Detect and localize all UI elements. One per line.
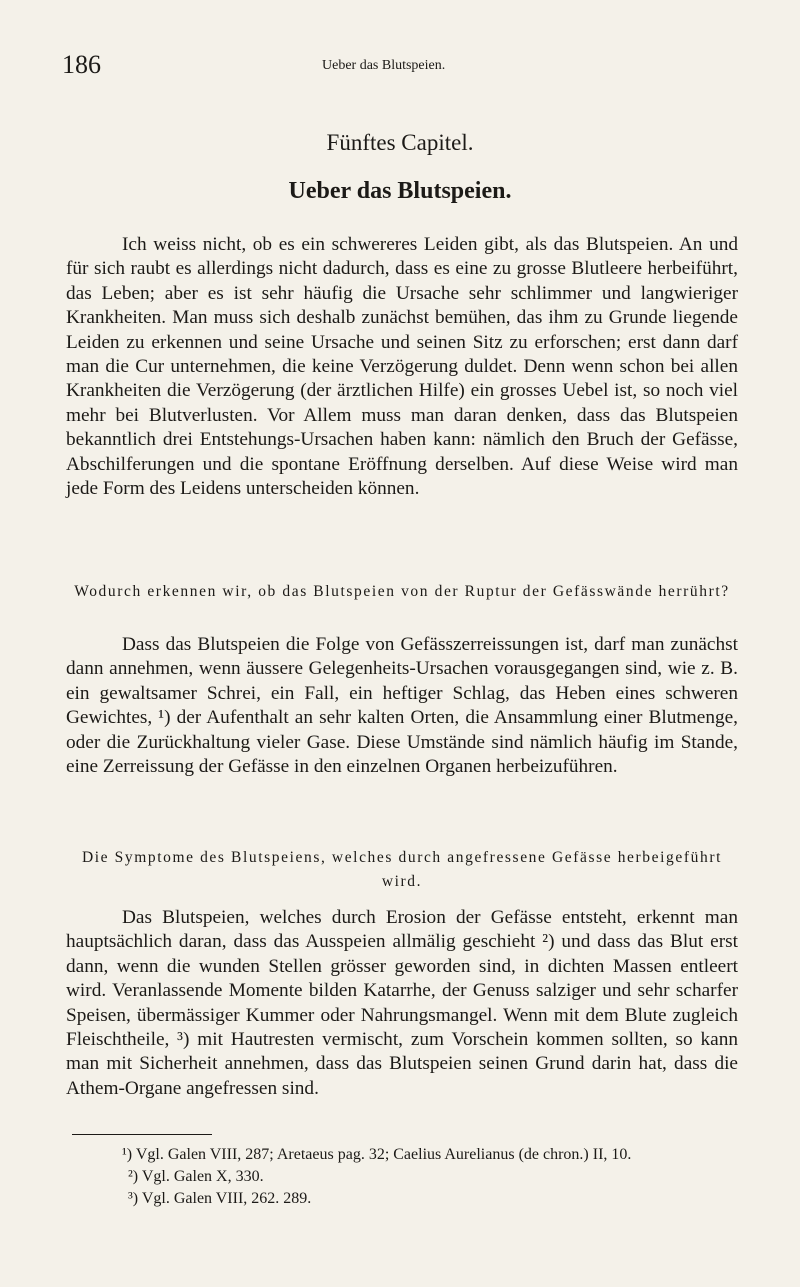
footnote: ²) Vgl. Galen X, 330. <box>128 1168 264 1185</box>
footnote: ¹) Vgl. Galen VIII, 287; Aretaeus pag. 32; Caelius Aurelianus (de chron.) II, 10. <box>122 1146 632 1163</box>
page-header <box>62 50 742 80</box>
footnote: ³) Vgl. Galen VIII, 262. 289. <box>128 1190 312 1207</box>
running-head: Ueber das Blutspeien. <box>322 58 446 73</box>
paragraph: Dass das Blutspeien die Folge von Gefässzerreissungen ist, darf man zunächst dann annehmen, wenn äussere Gelegenheits-Ursachen vorausgegangen sind, wie z. B. ein gewaltsamer Schrei, ein Fall, ein heftiger Schlag, das Heben eines schweren Gewichtes, ¹) der Aufenthalt an sehr kalten Orten, die Ansammlung einer Blutmenge, oder die Zurückhaltung vieler Gase. Diese Umstände sind nämlich häufig im Stande, eine Zerreissung der Gefässe in den einzelnen Organen herbeizuführen. <box>66 634 738 778</box>
footnotes <box>66 1144 738 1210</box>
section-subheading: Wodurch erkennen wir, ob das Blutspeien von der Ruptur der Gefässwände herrührt? <box>74 583 730 600</box>
paragraph: Ich weiss nicht, ob es ein schwereres Leiden gibt, als das Blutspeien. An und für sich raubt es allerdings nicht dadurch, dass es eine zu grosse Blutleere herbeiführt, das Leben; aber es ist sehr häufig die Ursache sehr schlimmer und langwieriger Krankheiten. Man muss sich deshalb zunächst bemühen, das ihm zu Grunde liegende Leiden zu erkennen und seine Ursache und seinen Sitz zu erforschen; erst dann darf man die Cur unternehmen, die keine Verzögerung duldet. Denn wenn schon bei allen Krankheiten die Verzögerung (der ärztlichen Hilfe) ein grosses Uebel ist, so noch viel mehr bei Blutverlusten. Vor Allem muss man daran denken, dass das Blutspeien bekanntlich drei Entstehungs-Ursachen haben kann: nämlich den Bruch der Gefässe, Abschilferungen und die spontane Eröffnung derselben. Auf diese Weise wird man jede Form des Leidens unterscheiden können. <box>66 234 738 500</box>
section-subheading: Die Symptome des Blutspeiens, welches durch angefressene Gefässe herbeigeführt wird. <box>81 849 722 890</box>
footnote-divider <box>72 1134 212 1135</box>
page-number: 186 <box>62 50 101 79</box>
paragraph: Das Blutspeien, welches durch Erosion der Gefässe entsteht, erkennt man hauptsächlich daran, dass das Ausspeien allmälig geschieht ²) und dass das Blut erst dann, wenn die wunden Stellen grösser geworden sind, in dichten Massen entleert wird. Veranlassende Momente bilden Katarrhe, der Genuss salziger und sehr scharfer Speisen, übermässiger Kummer oder Nahrungsmangel. Wenn mit dem Blute zugleich Fleischtheile, ³) mit Hautresten vermischt, zum Vorschein kommen sollten, so kann man mit Sicherheit annehmen, dass das Blutspeien seinen Grund darin hat, dass die Athem-Organe angefressen sind. <box>66 907 738 1099</box>
body-text-section <box>66 233 738 501</box>
chapter-title: Ueber das Blutspeien. <box>288 178 512 204</box>
chapter-heading: Fünftes Capitel. <box>326 130 474 155</box>
body-text-section <box>66 633 738 779</box>
body-text-section <box>66 906 738 1101</box>
